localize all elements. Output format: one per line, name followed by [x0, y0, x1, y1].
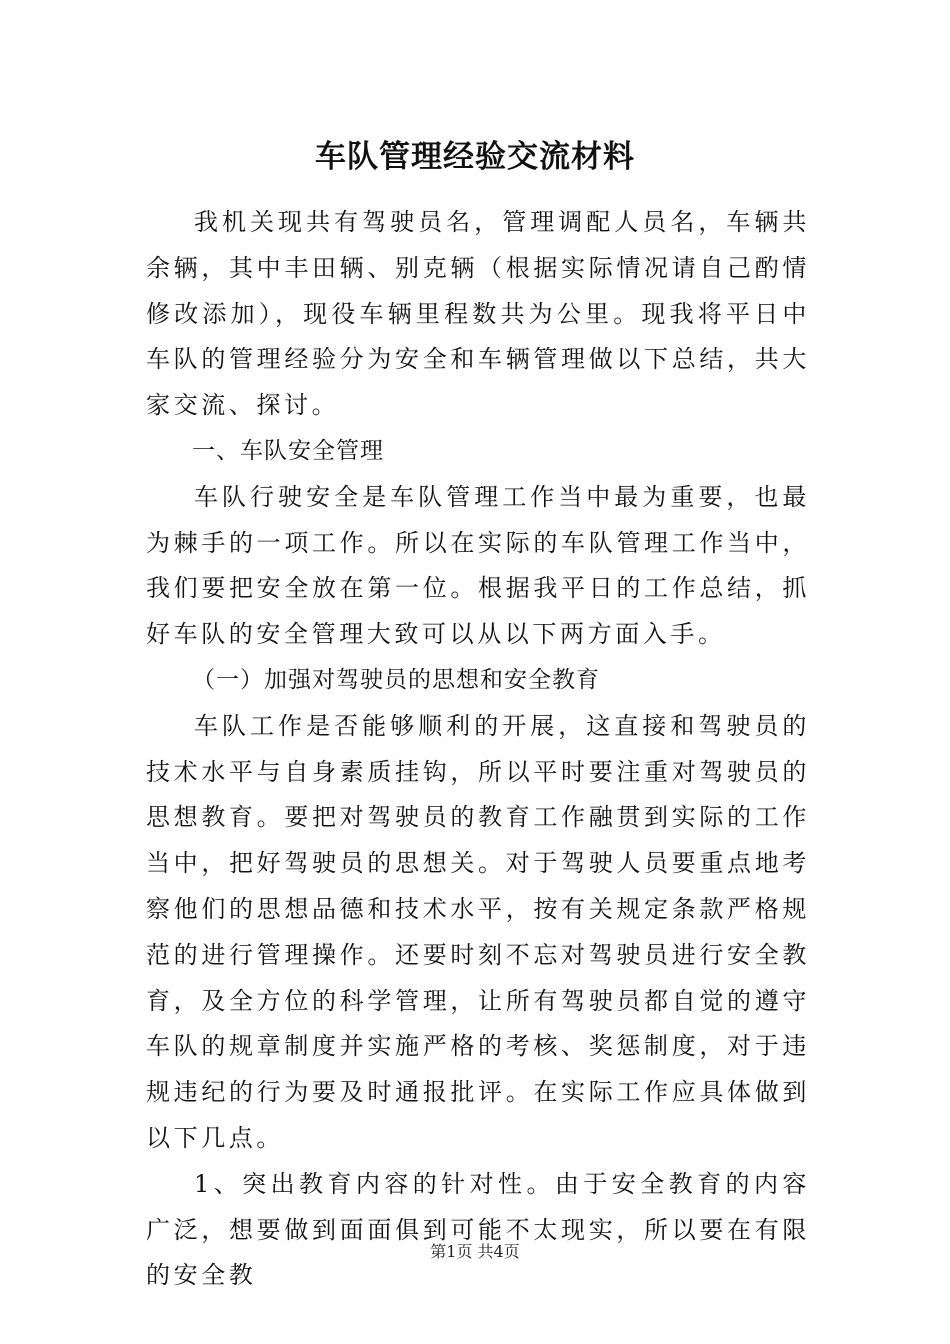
document-title: 车队管理经验交流材料 [315, 139, 635, 175]
intro-paragraph: 我机关现共有驾驶员名，管理调配人员名，车辆共余辆，其中丰田辆、别克辆（根据实际情况请自己酌情修改添加），现役车辆里程数共为公里。现我将平日中车队的管理经验分为安全和车辆管理做以下总结，共大家交流、探讨。 [146, 208, 810, 420]
point-one-paragraph: 1、突出教育内容的针对性。由于安全教育的内容广泛，想要做到面面俱到可能不太现实，所以要在有限的安全教 [146, 1169, 810, 1290]
section-heading-safety: 一、车队安全管理 [192, 437, 384, 464]
page-number-footer: 第1页 共4页 [430, 1242, 520, 1261]
subsection-heading-education: （一）加强对驾驶员的思想和安全教育 [192, 666, 600, 693]
document-body [146, 200, 810, 1299]
safety-paragraph: 车队行驶安全是车队管理工作当中最为重要，也最为棘手的一项工作。所以在实际的车队管理工作当中，我们要把安全放在第一位。根据我平日的工作总结，抓好车队的安全管理大致可以从以下两方面入手。 [146, 482, 810, 649]
education-paragraph: 车队工作是否能够顺利的开展，这直接和驾驶员的技术水平与自身素质挂钩，所以平时要注重对驾驶员的思想教育。要把对驾驶员的教育工作融贯到实际的工作当中，把好驾驶员的思想关。对于驾驶人员要重点地考察他们的思想品德和技术水平，按有关规定条款严格规范的进行管理操作。还要时刻不忘对驾驶员进行安全教育，及全方位的科学管理，让所有驾驶员都自觉的遵守车队的规章制度并实施严格的考核、奖惩制度，对于违规违纪的行为要及时通报批评。在实际工作应具体做到以下几点。 [146, 711, 810, 1152]
